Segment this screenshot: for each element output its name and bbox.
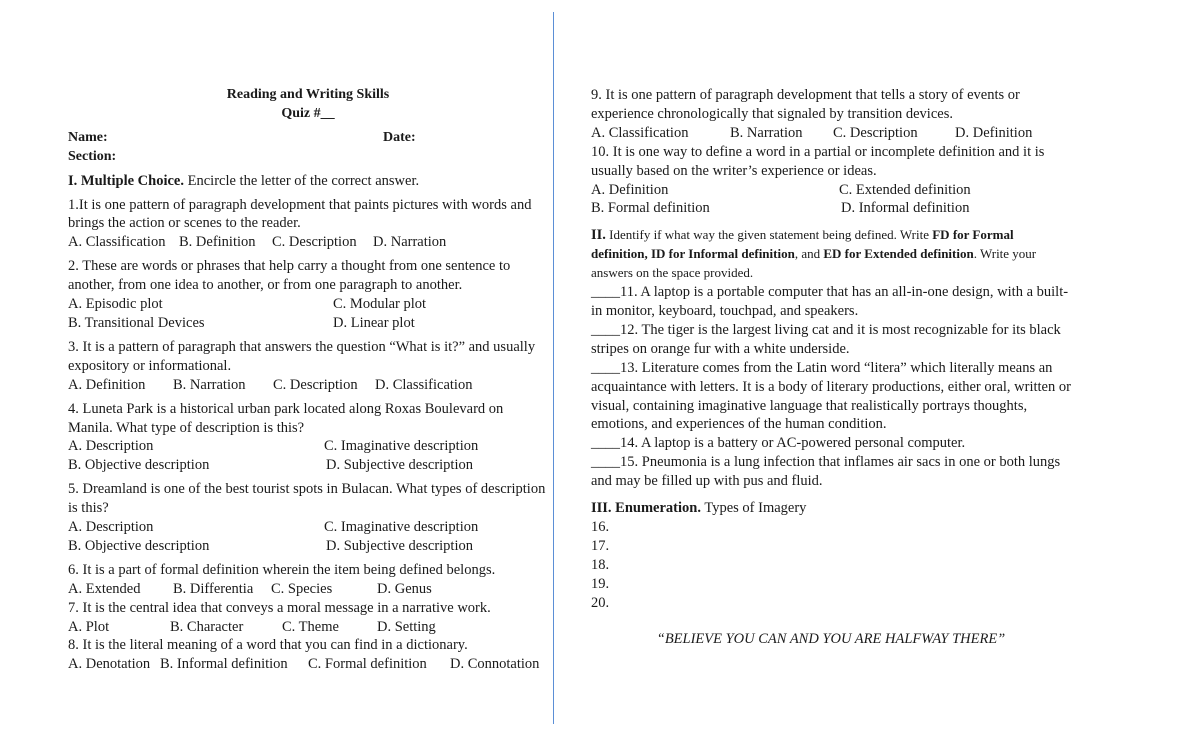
q4-option-a[interactable]: A. Description xyxy=(68,438,154,455)
q10-options-row1 xyxy=(591,181,1071,200)
section-label: Section: xyxy=(68,148,117,164)
q6-option-b[interactable]: B. Differentia xyxy=(173,580,254,597)
q10-option-a[interactable]: A. Definition xyxy=(591,181,669,198)
part2-item-13: ____13. Literature comes from the Latin word “litera” which literally means an acquaintance with letters. It is a body of literary productions, either oral, written or visual, containing imaginative language that realistically portrays thoughts, emotions, and experiences of the human condition. xyxy=(591,359,1071,433)
q8-option-c[interactable]: C. Formal definition xyxy=(308,656,427,673)
enum-item-20: 20. xyxy=(591,594,610,611)
q3-option-a[interactable]: A. Definition xyxy=(68,376,146,393)
question-4: 4. Luneta Park is a historical urban park located along Roxas Boulevard on Manila. What type of description is this? xyxy=(68,400,504,436)
question-7: 7. It is the central idea that conveys a moral message in a narrative work. xyxy=(68,599,491,616)
q5-options-row2 xyxy=(68,537,548,556)
q5-option-a[interactable]: A. Description xyxy=(68,519,154,536)
q6-option-d[interactable]: D. Genus xyxy=(377,580,432,597)
question-2: 2. These are words or phrases that help carry a thought from one sentence to another, from one idea to another, or from one paragraph to another. xyxy=(68,258,511,294)
question-5: 5. Dreamland is one of the best tourist spots in Bulacan. What types of description is this? xyxy=(68,481,546,517)
q1-option-d[interactable]: D. Narration xyxy=(373,234,447,251)
question-8: 8. It is the literal meaning of a word that you can find in a dictionary. xyxy=(68,637,468,654)
part2-instruction-1: Identify if what way the given statement being defined. Write xyxy=(609,227,929,243)
enum-item-16: 16. xyxy=(591,518,610,535)
q8-option-d[interactable]: D. Connotation xyxy=(450,656,540,673)
q4-option-c[interactable]: C. Imaginative description xyxy=(324,438,479,455)
part3-heading-line xyxy=(591,499,1071,518)
date-label: Date: xyxy=(383,129,416,145)
part1-instruction: Encircle the letter of the correct answer. xyxy=(187,172,420,189)
q6-options xyxy=(68,580,548,599)
part2-heading: II. xyxy=(591,227,606,244)
q1-option-b[interactable]: B. Definition xyxy=(179,234,256,251)
q4-option-d[interactable]: D. Subjective description xyxy=(326,457,473,474)
name-date-row xyxy=(68,129,548,148)
part2-id: ID for Informal definition xyxy=(650,246,795,262)
part3-heading: III. Enumeration. xyxy=(591,500,701,517)
q8-options xyxy=(68,655,548,674)
question-3: 3. It is a pattern of paragraph that answers the question “What is it?” and usually expository or informational. xyxy=(68,338,536,374)
left-column xyxy=(68,86,548,674)
right-column xyxy=(591,86,1071,649)
q10-option-d[interactable]: D. Informal definition xyxy=(841,200,970,217)
part2-ed: ED for Extended definition xyxy=(823,246,974,262)
q4-options-row2 xyxy=(68,456,548,475)
q2-option-d[interactable]: D. Linear plot xyxy=(333,314,415,331)
q7-option-b[interactable]: B. Character xyxy=(170,618,244,635)
part2-item-14: ____14. A laptop is a battery or AC-powered personal computer. xyxy=(591,435,966,452)
q3-options xyxy=(68,376,548,395)
q5-option-c[interactable]: C. Imaginative description xyxy=(324,519,479,536)
page-divider xyxy=(553,12,554,724)
q3-option-b[interactable]: B. Narration xyxy=(173,376,246,393)
q2-options-row2 xyxy=(68,314,548,333)
motivational-quote: “BELIEVE YOU CAN AND YOU ARE HALFWAY THERE” xyxy=(656,631,1006,648)
q1-option-c[interactable]: C. Description xyxy=(272,234,357,251)
q8-option-a[interactable]: A. Denotation xyxy=(68,656,151,673)
part3-instruction: Types of Imagery xyxy=(704,500,807,517)
q7-option-a[interactable]: A. Plot xyxy=(68,618,110,635)
part2-fd: FD for Formal definition, xyxy=(591,227,1014,262)
enum-item-17: 17. xyxy=(591,537,610,554)
part1-heading: I. Multiple Choice. xyxy=(68,172,184,189)
q2-option-c[interactable]: C. Modular plot xyxy=(333,296,427,313)
q2-options-row1 xyxy=(68,295,548,314)
q6-option-a[interactable]: A. Extended xyxy=(68,580,141,597)
q3-option-d[interactable]: D. Classification xyxy=(375,376,473,393)
name-label: Name: xyxy=(68,129,108,145)
q9-option-c[interactable]: C. Description xyxy=(833,124,918,141)
q9-option-d[interactable]: D. Definition xyxy=(955,124,1033,141)
part2-item-15: ____15. Pneumonia is a lung infection that inflames air sacs in one or both lungs and may be filled up with pus and fluid. xyxy=(591,454,1061,490)
question-9: 9. It is one pattern of paragraph development that tells a story of events or experience chronologically that signaled by transition devices. xyxy=(591,87,1020,122)
q10-options-row2 xyxy=(591,199,1071,218)
question-6: 6. It is a part of formal definition wherein the item being defined belongs. xyxy=(68,561,496,578)
q1-options xyxy=(68,233,548,252)
question-1: 1.It is one pattern of paragraph development that paints pictures with words and brings the action or scenes to the reader. xyxy=(68,196,532,232)
q10-option-c[interactable]: C. Extended definition xyxy=(839,181,971,198)
q2-option-a[interactable]: A. Episodic plot xyxy=(68,296,163,313)
q9-option-a[interactable]: A. Classification xyxy=(591,124,689,141)
q10-option-b[interactable]: B. Formal definition xyxy=(591,200,710,217)
enum-item-19: 19. xyxy=(591,575,610,592)
q7-option-c[interactable]: C. Theme xyxy=(282,618,339,635)
part1-heading-line xyxy=(68,172,548,191)
q9-option-b[interactable]: B. Narration xyxy=(730,124,803,141)
q2-option-b[interactable]: B. Transitional Devices xyxy=(68,314,205,331)
part2-instruction xyxy=(591,226,1071,283)
q5-options-row1 xyxy=(68,518,548,537)
q7-option-d[interactable]: D. Setting xyxy=(377,618,436,635)
question-10: 10. It is one way to define a word in a partial or incomplete definition and it is usually based on the writer’s experience or ideas. xyxy=(591,143,1045,179)
q6-option-c[interactable]: C. Species xyxy=(271,580,333,597)
enum-item-18: 18. xyxy=(591,556,610,573)
quiz-number: Quiz #__ xyxy=(281,105,335,121)
part2-item-12: ____12. The tiger is the largest living cat and it is most recognizable for its black stripes on orange fur with a white underside. xyxy=(591,321,1061,357)
q3-option-c[interactable]: C. Description xyxy=(273,376,358,393)
part2-and: , and xyxy=(794,246,821,262)
q5-option-d[interactable]: D. Subjective description xyxy=(326,537,473,554)
q9-options xyxy=(591,124,1071,143)
q4-options-row1 xyxy=(68,437,548,456)
part2-instruction-2: . Write your answers on the space provided. xyxy=(591,246,1037,281)
q1-option-a[interactable]: A. Classification xyxy=(68,234,166,251)
q5-option-b[interactable]: B. Objective description xyxy=(68,537,210,554)
q4-option-b[interactable]: B. Objective description xyxy=(68,457,210,474)
q7-options xyxy=(68,618,548,637)
part2-item-11: ____11. A laptop is a portable computer that has an all-in-one design, with a built-in monitor, keyboard, touchpad, and speakers. xyxy=(591,284,1069,319)
quiz-title: Reading and Writing Skills xyxy=(226,87,390,102)
q8-option-b[interactable]: B. Informal definition xyxy=(160,656,288,673)
